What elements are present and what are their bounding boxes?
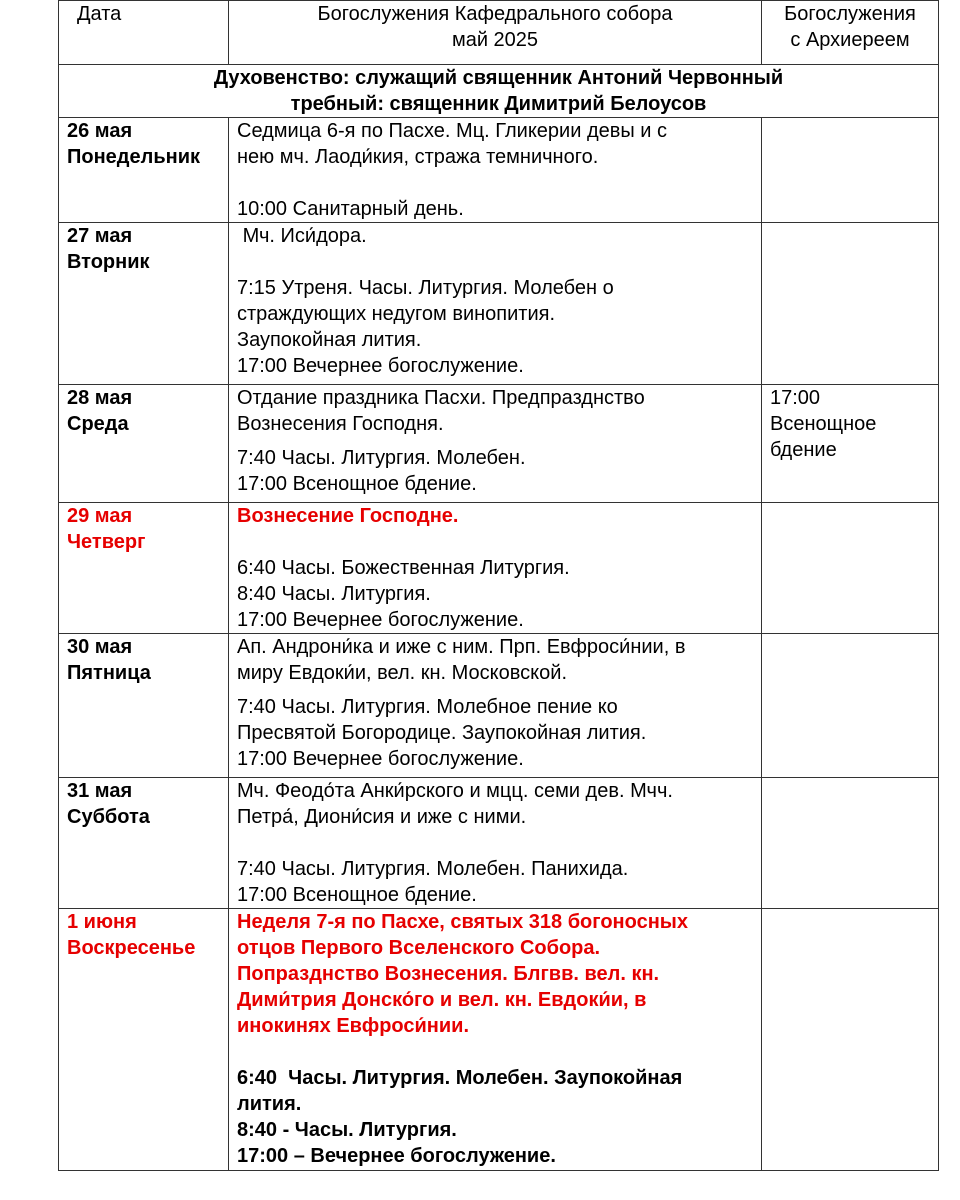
- service-cell: [229, 634, 762, 778]
- service-cell: [229, 909, 762, 1171]
- date-cell: [59, 778, 229, 909]
- service-cell: [229, 778, 762, 909]
- feast-line: миру Евдоки́и, вел. кн. Московской.: [237, 662, 567, 684]
- service-cell: [229, 118, 762, 223]
- service-line: 7:40 Часы. Литургия. Молебен.: [237, 447, 526, 469]
- day-row: [59, 385, 939, 503]
- header-date: [59, 1, 229, 65]
- feast-line: Неделя 7-я по Пасхе, святых 318 богоносных: [237, 911, 688, 933]
- day-date: 27 мая: [67, 225, 133, 247]
- day-date: 29 мая: [67, 505, 133, 527]
- day-row: [59, 909, 939, 1171]
- service-line: Заупокойная лития.: [237, 329, 422, 351]
- service-line: 17:00 – Вечернее богослужение.: [237, 1145, 556, 1167]
- bishop-cell: [762, 503, 939, 634]
- service-line: 17:00 Вечернее богослужение.: [237, 748, 524, 770]
- bishop-cell: [762, 223, 939, 385]
- service-cell: [229, 223, 762, 385]
- feast-line: отцов Первого Вселенского Собора.: [237, 937, 601, 959]
- service-line: 7:40 Часы. Литургия. Молебен. Панихида.: [237, 858, 629, 880]
- day-weekday: Вторник: [67, 251, 150, 273]
- date-cell: [59, 909, 229, 1171]
- service-line: 6:40 Часы. Божественная Литургия.: [237, 557, 570, 579]
- service-line: 6:40 Часы. Литургия. Молебен. Заупокойная: [237, 1067, 683, 1089]
- clergy-cell: [59, 65, 939, 118]
- day-date: 30 мая: [67, 636, 133, 658]
- day-weekday: Суббота: [67, 806, 150, 828]
- feast-line: инокинях Евфроси́нии.: [237, 1015, 470, 1037]
- header-bishop-line1: Богослужения: [784, 3, 916, 25]
- feast-line: Вознесение Господне.: [237, 505, 459, 527]
- date-cell: [59, 223, 229, 385]
- service-line: 7:15 Утреня. Часы. Литургия. Молебен о: [237, 277, 614, 299]
- header-main-title: Богослужения Кафедрального собора: [317, 3, 673, 25]
- service-line: страждующих недугом винопития.: [237, 303, 556, 325]
- feast-line: Вознесения Господня.: [237, 413, 444, 435]
- bishop-service-line: Всенощное: [770, 413, 877, 435]
- day-weekday: Воскресенье: [67, 937, 196, 959]
- bishop-cell: [762, 909, 939, 1171]
- service-line: лития.: [237, 1093, 302, 1115]
- day-date: 1 июня: [67, 911, 137, 933]
- day-weekday: Среда: [67, 413, 129, 435]
- service-line: 8:40 Часы. Литургия.: [237, 583, 431, 605]
- clergy-duty-priest: требный: священник Димитрий Белоусов: [290, 93, 707, 115]
- date-cell: [59, 503, 229, 634]
- header-bishop-line2: с Архиереем: [790, 29, 910, 51]
- clergy-serving-priest: Духовенство: служащий священник Антоний Червонный: [213, 67, 784, 89]
- service-line: 17:00 Всенощное бдение.: [237, 884, 477, 906]
- bishop-service-line: бдение: [770, 439, 837, 461]
- feast-line: Дими́трия Донско́го и вел. кн. Евдоки́и, в: [237, 989, 647, 1011]
- feast-line: нею мч. Лаоди́кия, стража темничного.: [237, 146, 599, 168]
- feast-line: Попразднство Вознесения. Блгвв. вел. кн.: [237, 963, 660, 985]
- date-cell: [59, 385, 229, 503]
- day-weekday: Четверг: [67, 531, 146, 553]
- day-date: 31 мая: [67, 780, 133, 802]
- header-bishop: [762, 1, 939, 65]
- service-line: 17:00 Вечернее богослужение.: [237, 609, 524, 631]
- service-line: 17:00 Всенощное бдение.: [237, 473, 477, 495]
- clergy-row: [59, 65, 939, 118]
- feast-line: Седмица 6-я по Пасхе. Мц. Гликерии девы и с: [237, 120, 668, 142]
- schedule-table: [58, 0, 939, 1171]
- service-line: Пресвятой Богородице. Заупокойная лития.: [237, 722, 647, 744]
- feast-line: Мч. Иси́дора.: [237, 225, 367, 247]
- day-weekday: Пятница: [67, 662, 151, 684]
- day-date: 26 мая: [67, 120, 133, 142]
- bishop-cell: [762, 385, 939, 503]
- feast-line: Мч. Феодо́та Анки́рского и мцц. семи дев. Мчч.: [237, 780, 673, 802]
- service-line: 8:40 - Часы. Литургия.: [237, 1119, 457, 1141]
- header-main: [229, 1, 762, 65]
- service-cell: [229, 503, 762, 634]
- bishop-cell: [762, 778, 939, 909]
- bishop-cell: [762, 634, 939, 778]
- date-cell: [59, 634, 229, 778]
- bishop-cell: [762, 118, 939, 223]
- day-row: [59, 223, 939, 385]
- day-date: 28 мая: [67, 387, 133, 409]
- day-row: [59, 118, 939, 223]
- day-row: [59, 778, 939, 909]
- feast-line: Ап. Андрони́ка и иже с ним. Прп. Евфроси́нии, в: [237, 636, 686, 658]
- header-date-label: Дата: [77, 3, 122, 25]
- service-line: 7:40 Часы. Литургия. Молебное пение ко: [237, 696, 618, 718]
- date-cell: [59, 118, 229, 223]
- day-weekday: Понедельник: [67, 146, 200, 168]
- schedule-document: [58, 0, 938, 1200]
- bishop-service-time: 17:00: [770, 387, 821, 409]
- day-row: [59, 503, 939, 634]
- service-line: 17:00 Вечернее богослужение.: [237, 355, 524, 377]
- feast-line: Отдание праздника Пасхи. Предпразднство: [237, 387, 645, 409]
- day-row: [59, 634, 939, 778]
- service-cell: [229, 385, 762, 503]
- table-header-row: [59, 1, 939, 65]
- service-line: 10:00 Санитарный день.: [237, 198, 464, 220]
- feast-line: Петра́, Диони́сия и иже с ними.: [237, 806, 527, 828]
- header-main-month: май 2025: [451, 29, 539, 51]
